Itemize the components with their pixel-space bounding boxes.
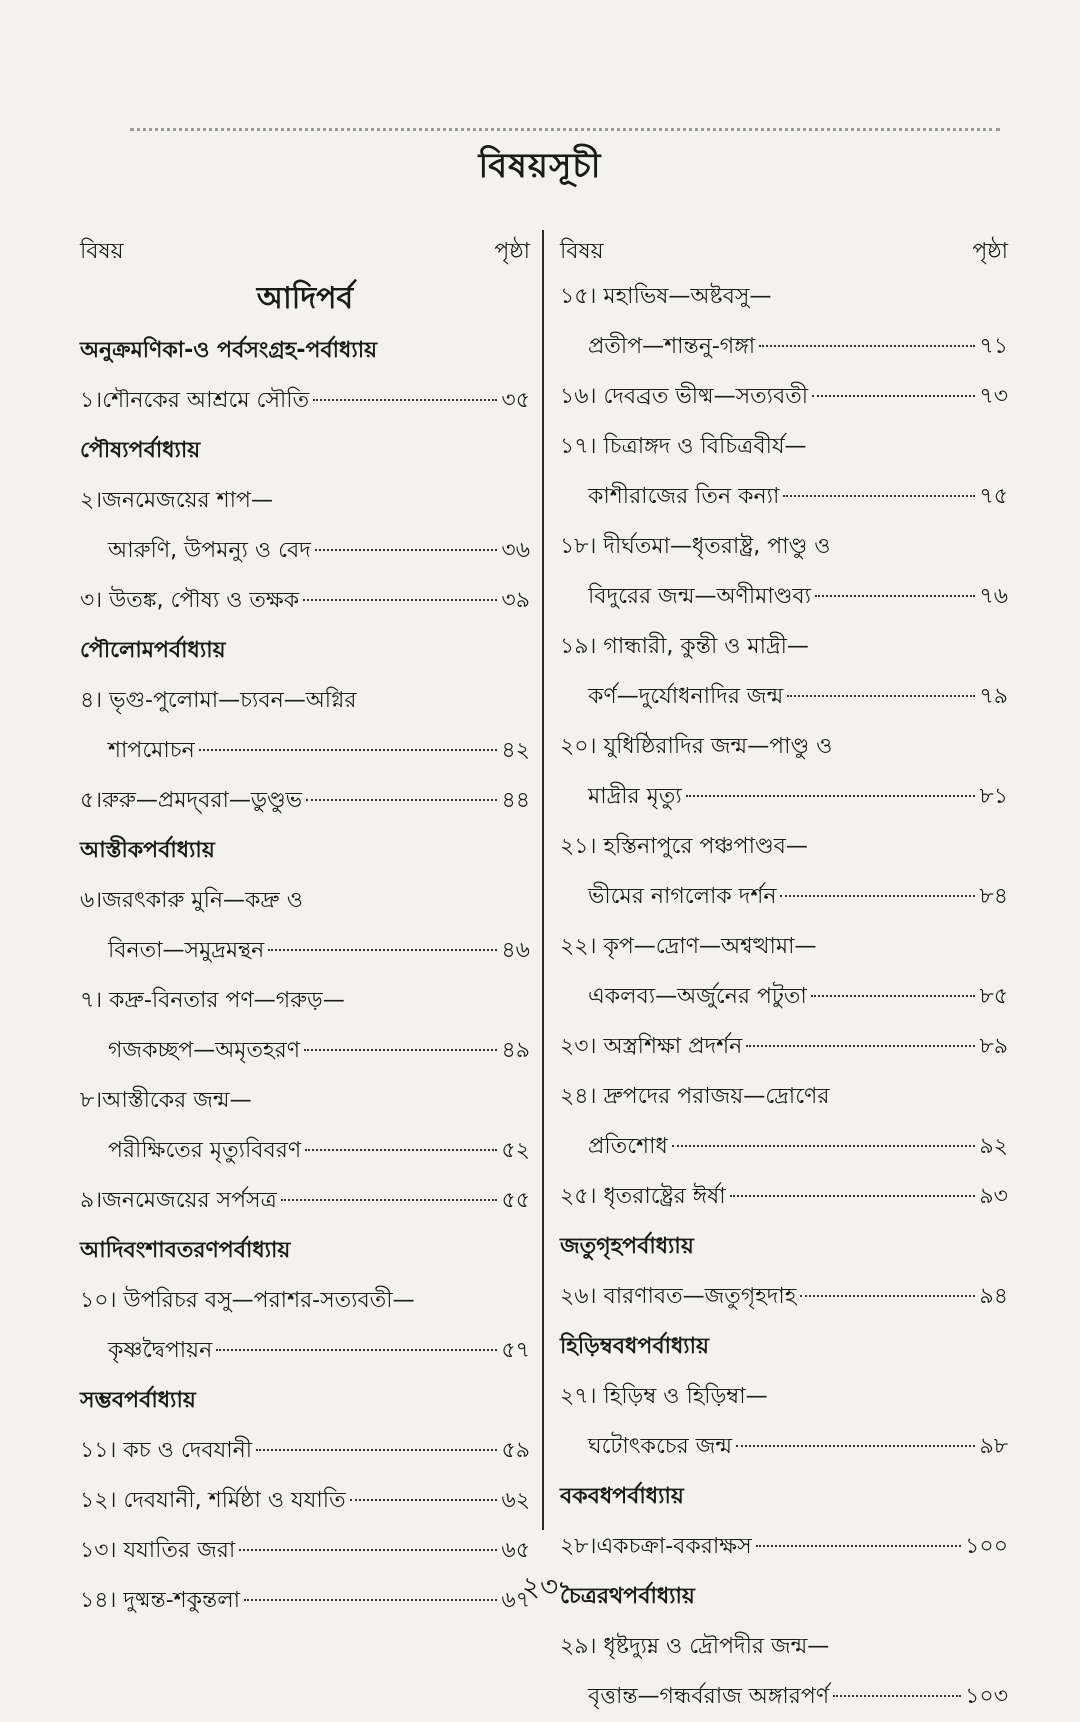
toc-entry — [80, 876, 530, 976]
entry-text: ২৫। ধৃতরাষ্ট্রের ঈর্ষা — [560, 1184, 726, 1209]
dot-leader — [239, 1548, 497, 1551]
entry-text: ৪। ভৃগু-পুলোমা—চ্যবন—অগ্নির — [80, 688, 357, 713]
toc-entry — [80, 376, 530, 426]
toc-entry-line — [560, 822, 1008, 872]
entry-text: ১৩। যযাতির জরা — [80, 1538, 236, 1563]
dot-leader — [730, 1194, 976, 1197]
section-heading: বকবধপর্বাধ্যায় — [560, 1484, 684, 1509]
entry-text: ৮।আস্তীকের জন্ম— — [80, 1088, 252, 1113]
toc-entry — [560, 272, 1008, 372]
toc-entry — [80, 576, 530, 626]
dot-leader — [216, 1348, 497, 1351]
toc-entry-line — [80, 1076, 530, 1126]
entry-page-number: ৭৫ — [979, 484, 1008, 509]
dot-leader — [304, 1048, 497, 1051]
dot-leader — [812, 394, 975, 397]
toc-entry-line — [560, 422, 1008, 472]
entry-page-number: ৪৪ — [501, 788, 530, 813]
entry-page-number: ১০৩ — [965, 1684, 1008, 1709]
entry-text: ১।শৌনকের আশ্রমে সৌতি — [80, 388, 310, 413]
toc-entry — [560, 372, 1008, 422]
entry-text: ১৬। দেবব্রত ভীষ্ম—সত্যবতী — [560, 384, 809, 409]
dot-leader — [303, 598, 497, 601]
toc-entry-line — [80, 1126, 530, 1176]
dot-leader — [305, 1148, 497, 1151]
toc-entry-line — [80, 676, 530, 726]
section-heading: জতুগৃহপর্বাধ্যায় — [560, 1234, 694, 1259]
toc-entry — [560, 1022, 1008, 1072]
toc-entry — [560, 522, 1008, 622]
entry-page-number: ৭৯ — [979, 684, 1008, 709]
entry-page-number: ৫৫ — [501, 1188, 530, 1213]
toc-entry-line — [560, 1072, 1008, 1122]
toc-entry-line — [560, 722, 1008, 772]
subject-heading: বিষয় — [560, 239, 604, 264]
entry-page-number: ১০০ — [965, 1534, 1008, 1559]
toc-entry-line — [560, 322, 1008, 372]
dot-leader — [759, 344, 975, 347]
entry-page-number: ৬৫ — [501, 1538, 530, 1563]
toc-entry — [560, 1622, 1008, 1722]
entry-text: ১৪। দুষ্মন্ত-শকুন্তলা — [80, 1588, 240, 1613]
entry-text: প্রতিশোধ — [588, 1134, 668, 1159]
entry-page-number: ৮৯ — [979, 1034, 1008, 1059]
entry-page-number: ৪২ — [501, 738, 530, 763]
toc-entry-line — [80, 976, 530, 1026]
section-heading: পৌষ্যপর্বাধ্যায় — [80, 438, 201, 463]
entry-page-number: ৯৮ — [979, 1434, 1008, 1459]
toc-entry-line — [80, 1176, 530, 1226]
toc-entry-line — [80, 576, 530, 626]
dot-leader — [736, 1444, 975, 1447]
entry-text: ২।জনমেজয়ের শাপ— — [80, 488, 273, 513]
entry-text: ২৩। অস্ত্রশিক্ষা প্রদর্শন — [560, 1034, 743, 1059]
dot-leader — [756, 1544, 961, 1547]
toc-entry — [80, 1276, 530, 1376]
dot-leader — [783, 494, 975, 497]
dot-leader — [800, 1294, 975, 1297]
entry-text: ১০। উপরিচর বসু—পরাশর-সত্যবতী— — [80, 1288, 415, 1313]
parva-heading: আদিপর্ব — [256, 281, 354, 316]
section-heading: পৌলোমপর্বাধ্যায় — [80, 638, 226, 663]
toc-entry-line — [560, 1172, 1008, 1222]
entry-page-number: ৩৯ — [501, 588, 530, 613]
entry-text: ১৫। মহাভিষ—অষ্টবসু— — [560, 284, 772, 309]
toc-entry-line — [80, 926, 530, 976]
entry-text: ১২। দেবযানী, শর্মিষ্ঠা ও যযাতি — [80, 1488, 346, 1513]
entry-text: ১৮। দীর্ঘতমা—ধৃতরাষ্ট্র, পাণ্ডু ও — [560, 534, 831, 559]
toc-entry — [80, 676, 530, 776]
toc-entry — [80, 1476, 530, 1526]
entry-page-number: ৯৪ — [979, 1284, 1008, 1309]
toc-entry — [80, 476, 530, 576]
entry-text: বিনতা—সমুদ্রমন্থন — [108, 938, 265, 963]
top-dotted-rule — [130, 128, 1000, 131]
right-column — [560, 232, 1008, 1722]
section-heading: অনুক্রমণিকা-ও পর্বসংগ্রহ-পর্বাধ্যায় — [80, 338, 378, 363]
toc-entry-line — [560, 1272, 1008, 1322]
entry-text: ১১। কচ ও দেবযানী — [80, 1438, 253, 1463]
entry-text: কৃষ্ণদ্বৈপায়ন — [108, 1338, 213, 1363]
page-title: বিষয়সূচী — [478, 146, 602, 186]
toc-entry — [560, 1272, 1008, 1322]
toc-entry-line — [80, 1026, 530, 1076]
toc-entry-line — [80, 1426, 530, 1476]
dot-leader — [256, 1448, 497, 1451]
toc-entry-line — [560, 472, 1008, 522]
toc-entry-line — [80, 476, 530, 526]
left-column — [80, 232, 530, 1626]
toc-entry-line — [560, 1372, 1008, 1422]
entry-page-number: ৮৪ — [979, 884, 1008, 909]
dot-leader — [315, 548, 498, 551]
entry-page-number: ৯৩ — [979, 1184, 1008, 1209]
section-heading: আস্তীকপর্বাধ্যায় — [80, 838, 215, 863]
entry-page-number: ৪৯ — [501, 1038, 530, 1063]
entry-text: ২০। যুধিষ্ঠিরাদির জন্ম—পাণ্ডু ও — [560, 734, 833, 759]
toc-entry-line — [80, 376, 530, 426]
toc-entry-line — [80, 526, 530, 576]
dot-leader — [787, 694, 975, 697]
toc-entry-line — [80, 876, 530, 926]
entry-text: ২৯। ধৃষ্টদ্যুম্ন ও দ্রৌপদীর জন্ম— — [560, 1634, 830, 1659]
dot-leader — [199, 748, 498, 751]
entry-text: আরুণি, উপমন্যু ও বেদ — [108, 538, 311, 563]
entry-page-number: ৬২ — [501, 1488, 530, 1513]
section-heading: হিড়িম্ববধপর্বাধ্যায় — [560, 1334, 709, 1359]
toc-entry-line — [560, 772, 1008, 822]
entry-page-number: ৪৬ — [501, 938, 530, 963]
toc-entry — [560, 622, 1008, 722]
dot-leader — [780, 894, 975, 897]
toc-entry — [560, 1172, 1008, 1222]
entry-page-number: ৫৯ — [501, 1438, 530, 1463]
entry-page-number: ৫২ — [501, 1138, 530, 1163]
entry-page-number: ৮৫ — [979, 984, 1008, 1009]
toc-entry — [560, 1372, 1008, 1472]
page-heading: পৃষ্ঠা — [494, 239, 530, 264]
subject-heading: বিষয় — [80, 239, 124, 264]
right-toc-list — [560, 272, 1008, 1722]
entry-text: ১৯। গান্ধারী, কুন্তী ও মাদ্রী— — [560, 634, 809, 659]
toc-entry-line — [560, 622, 1008, 672]
dot-leader — [746, 1044, 975, 1047]
entry-text: পরীক্ষিতের মৃত্যুবিবরণ — [108, 1138, 302, 1163]
toc-entry-line — [560, 872, 1008, 922]
toc-entry-line — [80, 1326, 530, 1376]
dot-leader — [686, 794, 976, 797]
entry-text: ২৭। হিড়িম্ব ও হিড়িম্বা— — [560, 1384, 768, 1409]
entry-page-number: ৩৫ — [501, 388, 530, 413]
entry-page-number: ৯২ — [979, 1134, 1008, 1159]
toc-entry-line — [560, 1422, 1008, 1472]
dot-leader — [268, 948, 497, 951]
toc-entry-line — [560, 972, 1008, 1022]
toc-entry-line — [560, 1672, 1008, 1722]
toc-entry-line — [560, 522, 1008, 572]
dot-leader — [313, 398, 497, 401]
toc-entry — [560, 422, 1008, 522]
section-heading: চৈত্ররথপর্বাধ্যায় — [560, 1584, 695, 1609]
entry-text: ২২। কৃপ—দ্রোণ—অশ্বত্থামা— — [560, 934, 817, 959]
toc-entry — [560, 922, 1008, 1022]
entry-text: ৬।জরৎকারু মুনি—কদ্রু ও — [80, 888, 303, 913]
entry-text: মাদ্রীর মৃত্যু — [588, 784, 682, 809]
entry-text: ঘটোৎকচের জন্ম — [588, 1434, 733, 1459]
entry-page-number: ৮১ — [979, 784, 1008, 809]
entry-page-number: ৩৬ — [501, 538, 530, 563]
entry-page-number: ৭৬ — [979, 584, 1008, 609]
toc-entry-line — [560, 1122, 1008, 1172]
toc-entry-line — [560, 672, 1008, 722]
dot-leader — [833, 1694, 961, 1697]
toc-entry-line — [80, 726, 530, 776]
entry-page-number: ৬৭ — [501, 1588, 530, 1613]
dot-leader — [350, 1498, 498, 1501]
right-column-header — [560, 232, 1008, 272]
section-heading: সম্ভবপর্বাধ্যায় — [80, 1388, 196, 1413]
toc-entry — [560, 822, 1008, 922]
entry-text: ১৭। চিত্রাঙ্গদ ও বিচিত্রবীর্য— — [560, 434, 807, 459]
dot-leader — [306, 798, 497, 801]
entry-text: ২৪। দ্রুপদের পরাজয়—দ্রোণের — [560, 1084, 830, 1109]
toc-entry-line — [560, 372, 1008, 422]
toc-entry — [80, 1426, 530, 1476]
dot-leader — [811, 994, 976, 997]
toc-entry-line — [80, 1476, 530, 1526]
entry-page-number: ৭৩ — [979, 384, 1008, 409]
toc-entry-line — [80, 1276, 530, 1326]
toc-entry — [560, 722, 1008, 822]
entry-text: ৯।জনমেজয়ের সর্পসত্র — [80, 1188, 277, 1213]
column-divider — [542, 230, 544, 1530]
toc-entry — [80, 776, 530, 826]
entry-text: ভীমের নাগলোক দর্শন — [588, 884, 777, 909]
toc-entry-line — [560, 1622, 1008, 1672]
toc-entry — [80, 1076, 530, 1176]
toc-entry — [80, 1176, 530, 1226]
entry-text: গজকচ্ছপ—অমৃতহরণ — [108, 1038, 300, 1063]
toc-entry-line — [560, 1022, 1008, 1072]
dot-leader — [281, 1198, 498, 1201]
entry-text: ২৮।একচক্রা-বকরাক্ষস — [560, 1534, 752, 1559]
entry-text: ২১। হস্তিনাপুরে পঞ্চপাণ্ডব— — [560, 834, 808, 859]
dot-leader — [672, 1144, 976, 1147]
entry-text: কাশীরাজের তিন কন্যা — [588, 484, 780, 509]
toc-entry-line — [560, 572, 1008, 622]
entry-text: শাপমোচন — [108, 738, 195, 763]
entry-text: প্রতীপ—শান্তনু-গঙ্গা — [588, 334, 756, 359]
entry-text: ৫।রুরু—প্রমদ্‌বরা—ডুণ্ডুভ — [80, 788, 303, 813]
toc-entry-line — [560, 272, 1008, 322]
entry-text: বিদুরের জন্ম—অণীমাণ্ডব্য — [588, 584, 811, 609]
left-toc-list — [80, 272, 530, 1626]
entry-text: ৩। উতঙ্ক, পৌষ্য ও তক্ষক — [80, 588, 300, 613]
page-heading: পৃষ্ঠা — [972, 239, 1008, 264]
page-number: ২৩ — [521, 1570, 559, 1603]
entry-text: ৭। কদ্রু-বিনতার পণ—গরুড়— — [80, 988, 345, 1013]
left-column-header — [80, 232, 530, 272]
entry-text: কর্ণ—দুর্যোধনাদির জন্ম — [588, 684, 784, 709]
entry-text: বৃত্তান্ত—গন্ধর্বরাজ অঙ্গারপর্ণ — [588, 1684, 830, 1709]
toc-entry-line — [560, 922, 1008, 972]
section-heading: আদিবংশাবতরণপর্বাধ্যায় — [80, 1238, 291, 1263]
entry-page-number: ৭১ — [979, 334, 1008, 359]
entry-text: একলব্য—অর্জুনের পটুতা — [588, 984, 807, 1009]
toc-entry-line — [80, 776, 530, 826]
toc-entry — [80, 976, 530, 1076]
entry-page-number: ৫৭ — [501, 1338, 530, 1363]
dot-leader — [815, 594, 975, 597]
entry-text: ২৬। বারণাবত—জতুগৃহদাহ — [560, 1284, 797, 1309]
toc-entry — [560, 1072, 1008, 1172]
